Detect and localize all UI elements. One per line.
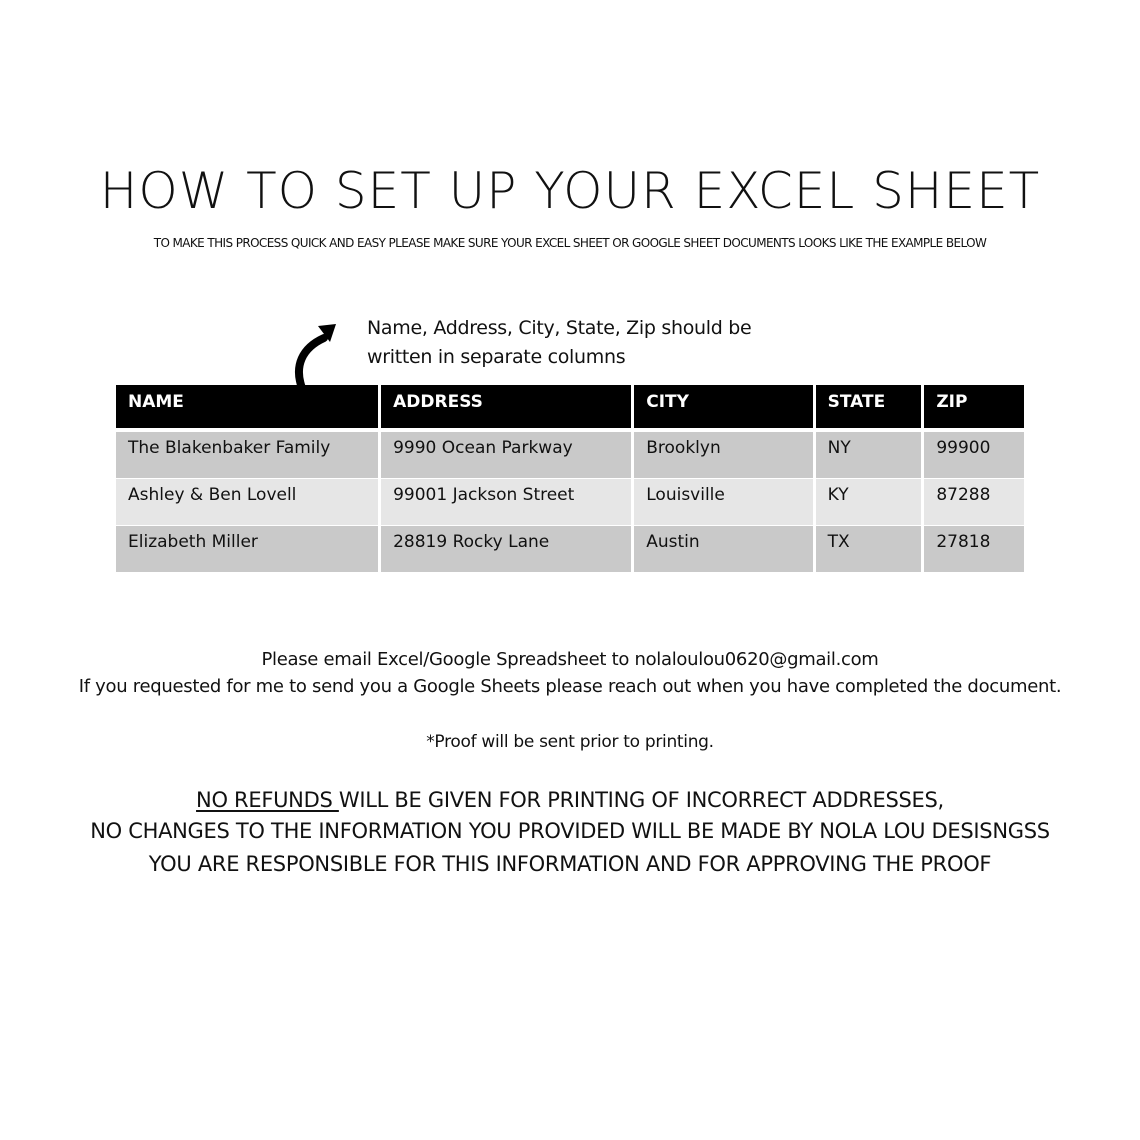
header-cell-name: NAME <box>116 385 378 428</box>
refund-disclaimer <box>0 784 1140 816</box>
header-cell-zip: ZIP <box>924 385 1024 428</box>
example-spreadsheet <box>116 385 1024 573</box>
cell-state: NY <box>816 432 922 478</box>
no-refunds-emphasis: NO REFUNDS <box>196 788 339 812</box>
proof-note: *Proof will be sent prior to printing. <box>426 732 714 752</box>
cell-city: Austin <box>634 526 812 572</box>
column-note-line-2: written in separate columns <box>367 346 626 368</box>
table-row <box>116 432 1024 478</box>
page-subtitle: TO MAKE THIS PROCESS QUICK AND EASY PLEASE MAKE SURE YOUR EXCEL SHEET OR GOOGLE SHEET DOCUMENTS LOOKS LIKE THE EXAMPLE BELOW <box>153 236 987 250</box>
cell-address: 9990 Ocean Parkway <box>381 432 631 478</box>
table-row <box>116 479 1024 525</box>
cell-address: 99001 Jackson Street <box>381 479 631 525</box>
google-sheets-instruction: If you requested for me to send you a Google Sheets please reach out when you have completed the document. <box>78 676 1062 697</box>
column-note <box>367 314 807 372</box>
cell-city: Louisville <box>634 479 812 525</box>
cell-state: KY <box>816 479 922 525</box>
cell-state: TX <box>816 526 922 572</box>
page-title: HOW TO SET UP YOUR EXCEL SHEET <box>99 162 1041 220</box>
column-note-line-1: Name, Address, City, State, Zip should be <box>367 317 752 339</box>
cell-address: 28819 Rocky Lane <box>381 526 631 572</box>
cell-zip: 27818 <box>924 526 1024 572</box>
email-instruction: Please email Excel/Google Spreadsheet to nolaloulou0620@gmail.com <box>261 649 879 670</box>
cell-name: Elizabeth Miller <box>116 526 378 572</box>
header-cell-state: STATE <box>816 385 922 428</box>
spreadsheet-header-row <box>116 385 1024 428</box>
cell-name: The Blakenbaker Family <box>116 432 378 478</box>
cell-zip: 87288 <box>924 479 1024 525</box>
table-row <box>116 526 1024 572</box>
curved-arrow-up-right-icon <box>288 318 348 390</box>
refund-disclaimer-rest: WILL BE GIVEN FOR PRINTING OF INCORRECT ADDRESSES, <box>338 788 944 812</box>
cell-city: Brooklyn <box>634 432 812 478</box>
cell-name: Ashley & Ben Lovell <box>116 479 378 525</box>
responsibility-disclaimer: YOU ARE RESPONSIBLE FOR THIS INFORMATION AND FOR APPROVING THE PROOF <box>148 852 992 876</box>
no-changes-disclaimer: NO CHANGES TO THE INFORMATION YOU PROVIDED WILL BE MADE BY NOLA LOU DESISNGSS <box>90 819 1050 843</box>
header-cell-city: CITY <box>634 385 812 428</box>
header-cell-address: ADDRESS <box>381 385 631 428</box>
cell-zip: 99900 <box>924 432 1024 478</box>
